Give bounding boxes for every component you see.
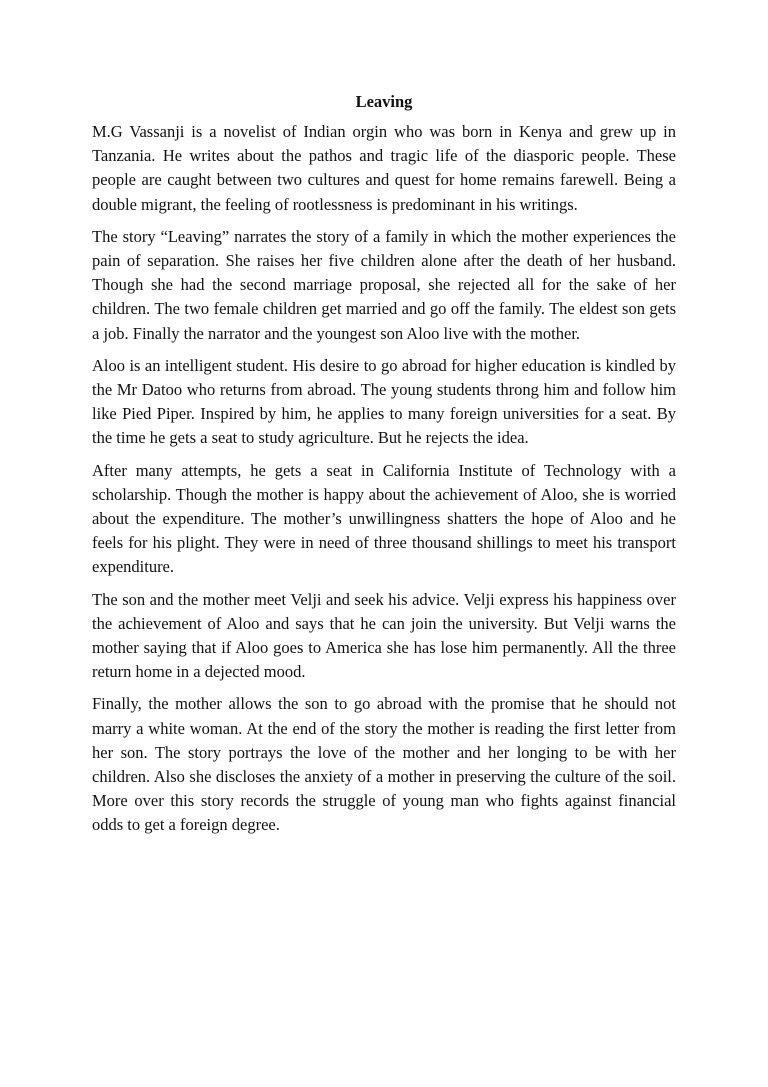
- paragraph-4: After many attempts, he gets a seat in California Institute of Technology with a scholarship. Though the mother is happy about the achievement of Aloo, she is worried about the expenditure. The mother’s unwillingness shatters the hope of Aloo and he feels for his plight. They were in need of three thousand shillings to meet his transport expenditure.: [92, 460, 676, 577]
- paragraph-5: The son and the mother meet Velji and seek his advice. Velji express his happiness over the achievement of Aloo and says that he can join the university. But Velji warns the mother saying that if Aloo goes to America she has lose him permanently. All the three return home in a dejected mood.: [92, 589, 676, 682]
- document-title: Leaving: [355, 92, 413, 111]
- paragraph-1: M.G Vassanji is a novelist of Indian orgin who was born in Kenya and grew up in Tanzania. He writes about the pathos and tragic life of the diasporic people. These people are caught between two cultures and quest for home remains farewell. Being a double migrant, the feeling of rootlessness is predominant in his writings.: [92, 122, 676, 214]
- paragraph-6: Finally, the mother allows the son to go abroad with the promise that he should not marry a white woman. At the end of the story the mother is reading the first letter from her son. The story portrays the love of the mother and her longing to be with her children. Also she discloses the anxiety of a mother in preserving the culture of the soil. More over this story records the struggle of young man who fights against financial odds to get a foreign degree.: [92, 694, 676, 835]
- paragraph-2: The story “Leaving” narrates the story of a family in which the mother experiences the pain of separation. She raises her five children alone after the death of her husband. Though she had the second marriage proposal, she rejected all for the sake of her children. The two female children get married and go off the family. The eldest son gets a job. Finally the narrator and the youngest son Aloo live with the mother.: [92, 226, 676, 343]
- paragraph-3: Aloo is an intelligent student. His desire to go abroad for higher education is kindled by the Mr Datoo who returns from abroad. The young students throng him and follow him like Pied Piper. Inspired by him, he applies to many foreign universities for a seat. By the time he gets a seat to study agriculture. But he rejects the idea.: [92, 355, 676, 448]
- document-page: [92, 90, 676, 846]
